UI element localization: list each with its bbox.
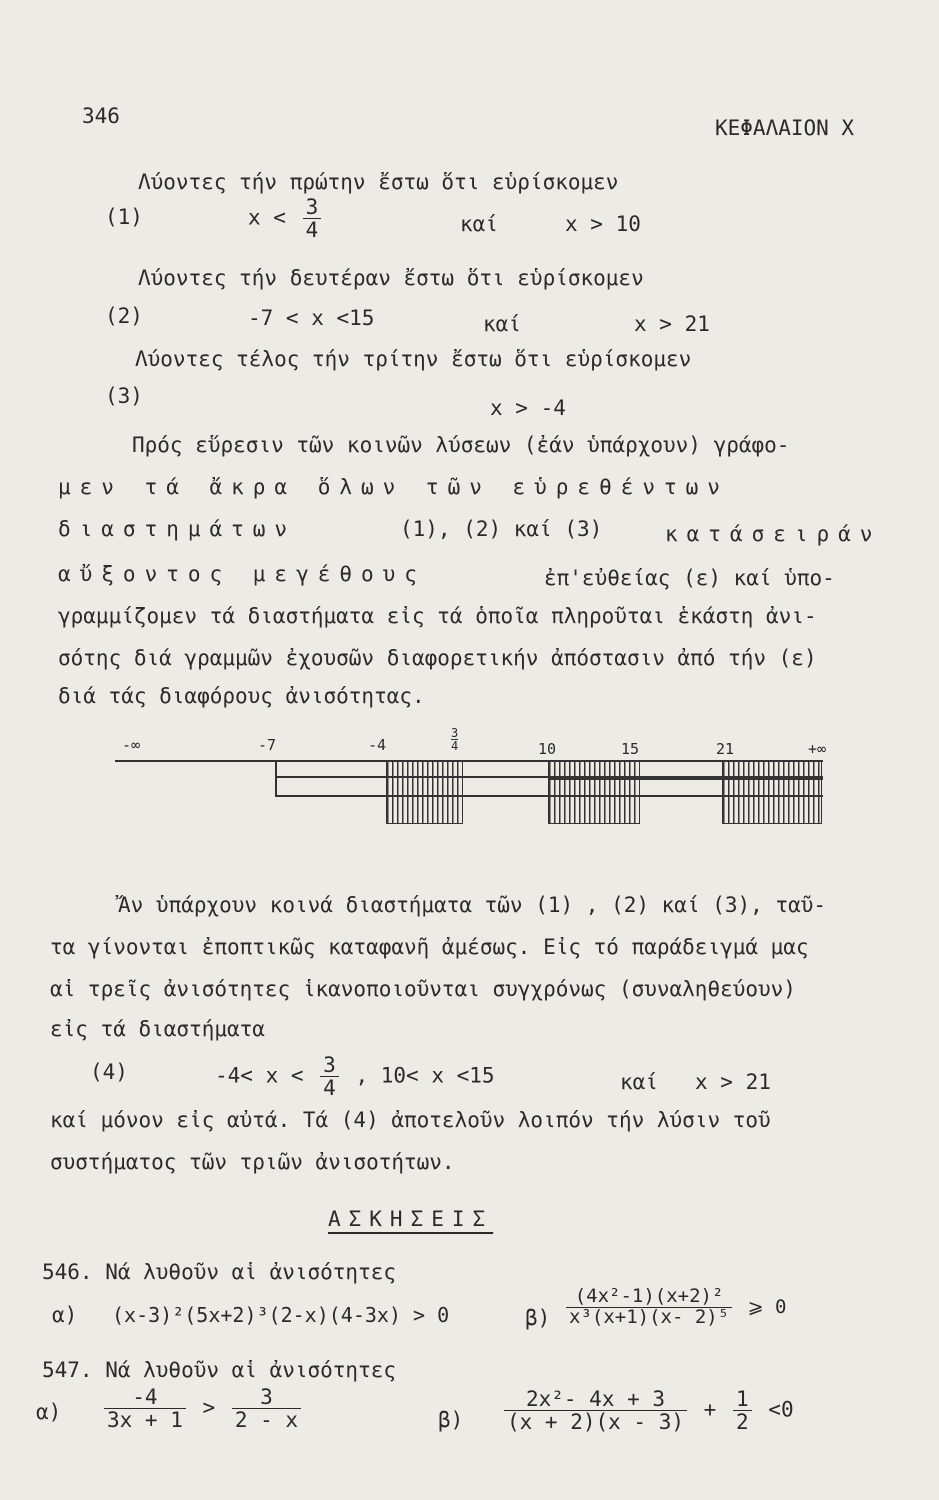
text-line: γραμμίζομεν τά διαστήματα εἰς τά ὁποῖα πληροῦται ἑκάστη ἀνι- bbox=[58, 604, 817, 628]
hatched-interval bbox=[548, 760, 640, 824]
kai-word: καί bbox=[483, 312, 521, 336]
fraction bbox=[303, 196, 322, 241]
tick-label: -7 bbox=[258, 736, 277, 754]
text-line: Λύοντες τέλος τήν τρίτην ἔστω ὅτι εὑρίσκομεν bbox=[135, 347, 692, 371]
tick-fraction bbox=[451, 727, 458, 752]
hatched-interval bbox=[722, 760, 822, 824]
fraction bbox=[566, 1287, 732, 1328]
fraction-denominator: 2 - x bbox=[234, 1408, 299, 1433]
fraction bbox=[320, 1054, 339, 1099]
fraction-denominator: (x + 2)(x - 3) bbox=[507, 1410, 685, 1435]
equation-label: (2) bbox=[105, 304, 143, 328]
eq2-right: x > 21 bbox=[634, 312, 710, 336]
relation: ⩾ 0 bbox=[747, 1295, 787, 1318]
text-line: Πρός εὕρεσιν τῶν κοινῶν λύσεων (ἐάν ὑπάρχουν) γράφο- bbox=[132, 433, 790, 457]
tick-label: -∞ bbox=[122, 736, 141, 754]
tick-label: -4 bbox=[368, 736, 387, 754]
fraction-numerator: 3 bbox=[320, 1054, 339, 1077]
eq4-a: -4< x < bbox=[215, 1063, 304, 1088]
fraction-denominator: 4 bbox=[323, 1076, 336, 1101]
exercise-547b bbox=[500, 1388, 794, 1433]
fraction-numerator: 1 bbox=[733, 1388, 752, 1411]
fraction-denominator: x³(x+1)(x- 2)⁵ bbox=[569, 1305, 730, 1328]
eq4-c: x > 21 bbox=[695, 1070, 771, 1094]
exercise-546a: (x-3)²(5x+2)³(2-x)(4-3x) > 0 bbox=[112, 1303, 450, 1327]
fraction-denominator: 3x + 1 bbox=[107, 1408, 183, 1433]
text-line: Ἄν ὑπάρχουν κοινά διαστήματα τῶν (1) , (2) καί (3), ταῦ- bbox=[118, 893, 827, 917]
eq3: x > -4 bbox=[490, 396, 566, 420]
fraction-denominator: 2 bbox=[735, 1410, 749, 1435]
tick-fraction-denominator: 4 bbox=[451, 739, 459, 753]
text-line: μεν τά ἄκρα ὅλων τῶν εὑρεθέντων bbox=[58, 475, 729, 499]
exercise-546b bbox=[562, 1287, 786, 1328]
text-line: τα γίνονται ἐποπτικῶς καταφανῆ ἀμέσως. Εἰς τό παράδειγμά μας bbox=[50, 935, 809, 959]
exercises-title: ΑΣΚΗΣΕΙΣ bbox=[328, 1207, 494, 1231]
exercise-label: α) bbox=[36, 1400, 62, 1424]
fraction-numerator: -4 bbox=[104, 1386, 186, 1409]
kai-word: καί bbox=[460, 212, 498, 236]
axis-line bbox=[115, 760, 823, 762]
relation: > bbox=[202, 1395, 216, 1420]
exercise-547a bbox=[100, 1386, 305, 1431]
text-line: διά τάς διαφόρους ἀνισότητας. bbox=[58, 684, 425, 708]
equation-1 bbox=[248, 196, 325, 241]
equation-label: (3) bbox=[105, 384, 143, 408]
eq1-left: x < bbox=[248, 205, 286, 230]
fraction-numerator: 3 bbox=[303, 196, 322, 219]
eq1-right: x > 10 bbox=[565, 212, 641, 236]
exercise-label: α) bbox=[52, 1303, 78, 1327]
equation-label: (4) bbox=[90, 1060, 128, 1084]
text-line: Λύοντες τήν πρώτην ἔστω ὅτι εὑρίσκομεν bbox=[138, 170, 619, 194]
kai-word: καί bbox=[620, 1070, 658, 1094]
text-line: συστήματος τῶν τριῶν ἀνισοτήτων. bbox=[50, 1150, 455, 1174]
fraction-numerator: 2x²- 4x + 3 bbox=[504, 1388, 687, 1411]
page-number: 346 bbox=[82, 104, 120, 128]
eq2-left: -7 < x <15 bbox=[248, 306, 375, 330]
exercise-547: 547. Νά λυθοῦν αἱ ἀνισότητες bbox=[42, 1358, 397, 1382]
text-line: (1), (2) καί (3) bbox=[400, 517, 603, 541]
equation-4 bbox=[215, 1054, 495, 1099]
exercise-label: β) bbox=[525, 1306, 551, 1330]
fraction-numerator: (4x²-1)(x+2)² bbox=[566, 1287, 732, 1308]
fraction bbox=[504, 1388, 687, 1433]
text-line: κατάσειράν bbox=[665, 522, 882, 546]
tick-label: 15 bbox=[621, 740, 640, 758]
tick-fraction-numerator: 3 bbox=[451, 726, 459, 740]
equation-label: (1) bbox=[105, 205, 143, 229]
text-line: ἐπ'εὐθείας (ε) καί ὑπο- bbox=[544, 566, 835, 590]
text-line: διαστημάτων bbox=[58, 517, 297, 541]
exercise-label: β) bbox=[438, 1408, 464, 1432]
text-line: εἰς τά διαστήματα bbox=[50, 1017, 265, 1041]
exercise-546: 546. Νά λυθοῦν αἱ ἀνισότητες bbox=[42, 1260, 397, 1284]
interval-bracket bbox=[275, 760, 277, 796]
text-line: Λύοντες τήν δευτέραν ἔστω ὅτι εὑρίσκομεν bbox=[138, 266, 644, 290]
fraction-numerator: 3 bbox=[232, 1386, 301, 1409]
plus-sign: + bbox=[703, 1397, 717, 1422]
eq4-b: , 10< x <15 bbox=[355, 1063, 495, 1088]
fraction-denominator: 4 bbox=[305, 218, 319, 243]
text-line: αὔξοντος μεγέθους bbox=[58, 562, 426, 586]
fraction bbox=[232, 1386, 301, 1431]
fraction bbox=[104, 1386, 186, 1431]
text-line: αἱ τρεῖς ἀνισότητες ἱκανοποιοῦνται συγχρόνως (συναληθεύουν) bbox=[50, 977, 796, 1001]
tick-label: +∞ bbox=[808, 740, 827, 758]
hatched-interval bbox=[386, 760, 463, 824]
tick-label: 21 bbox=[716, 740, 735, 758]
tick-label: 10 bbox=[538, 740, 557, 758]
text-line: καί μόνον εἰς αὐτά. Τά (4) ἀποτελοῦν λοιπόν τήν λύσιν τοῦ bbox=[50, 1108, 771, 1132]
fraction bbox=[733, 1388, 752, 1433]
chapter-title: ΚΕΦΑΛΑΙΟΝ Χ bbox=[715, 116, 855, 140]
relation: <0 bbox=[768, 1397, 794, 1422]
text-line: σότης διά γραμμῶν ἐχουσῶν διαφορετικήν ἀπόστασιν ἀπό τήν (ε) bbox=[58, 646, 817, 670]
